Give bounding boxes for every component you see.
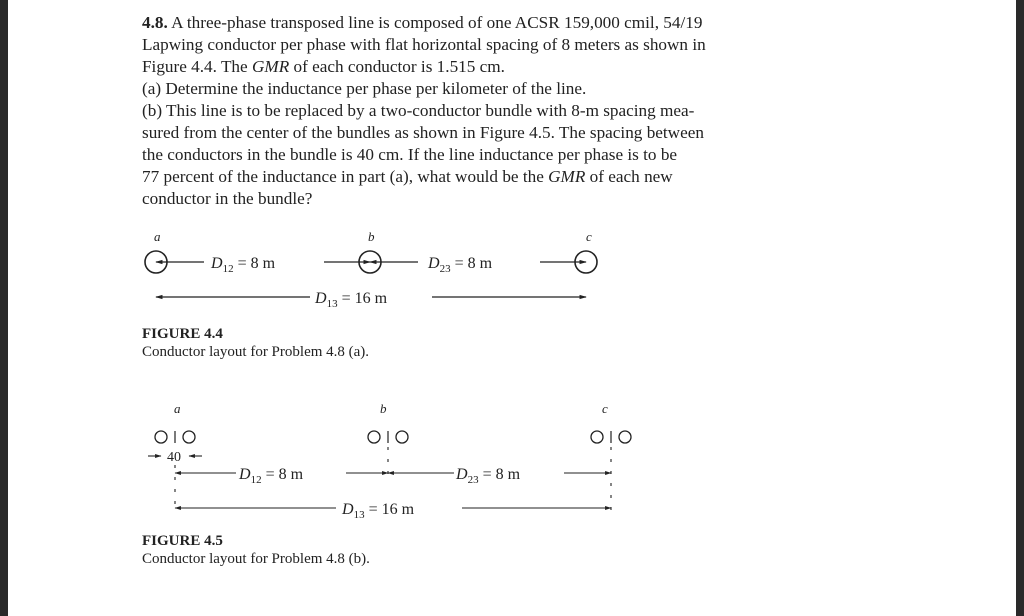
- b-d23-label: $D_{23} = 8$ m: [456, 466, 521, 486]
- problem-part-a: (a) Determine the inductance per phase per kilometer of the line.: [142, 79, 587, 98]
- figure-4-4-diagram: [145, 229, 597, 310]
- problem-number: 4.8.: [142, 13, 168, 32]
- bundle-c-conductor-1: [591, 431, 603, 443]
- figure-4-4-description: Conductor layout for Problem 4.8 (a).: [142, 344, 370, 360]
- bundle-label-c: c: [602, 401, 608, 416]
- textbook-page: [8, 0, 1016, 616]
- b-d12-label: $D_{12} = 8$ m: [239, 466, 304, 486]
- b-d13-label: $D_{13} = 16$ m: [342, 501, 415, 521]
- d12-label: $D_{12} = 8$ m: [211, 255, 276, 275]
- bundle-spacing-label: 40: [167, 450, 181, 465]
- figure-4-5-caption: [142, 532, 370, 568]
- bundle-label-a: a: [174, 401, 181, 416]
- phase-label-c: c: [586, 229, 592, 244]
- figure-4-4-title: FIGURE 4.4: [142, 326, 223, 342]
- figure-diagrams: [8, 0, 1016, 616]
- phase-label-a: a: [154, 229, 161, 244]
- bundle-label-b: b: [380, 401, 387, 416]
- bundle-a-conductor-1: [155, 431, 167, 443]
- figure-4-5-description: Conductor layout for Problem 4.8 (b).: [142, 551, 370, 567]
- d23-label: $D_{23} = 8$ m: [428, 255, 493, 275]
- bundle-a-conductor-2: [183, 431, 195, 443]
- bundle-c-conductor-2: [619, 431, 631, 443]
- bundle-b-conductor-2: [396, 431, 408, 443]
- problem-part-b: (b) This line is to be replaced by a two-conductor bundle with 8-m spacing mea- sured from the center of the bundles as shown in Figure 4.5. The spacing between the conductors in the bundle is 40 cm. If the line inductance per phase is to be 77 percent of the inductance in part (a), what would be the GMR of each new conductor in the bundle?: [142, 101, 704, 208]
- figure-4-4-caption: [142, 325, 369, 361]
- figure-4-5-title: FIGURE 4.5: [142, 533, 223, 549]
- problem-intro: 4.8. A three-phase transposed line is composed of one ACSR 159,000 cmil, 54/19 Lapwing conductor per phase with flat horizontal spacing of 8 meters as shown in Figure 4.4. The GMR of each conductor is 1.515 cm.: [142, 13, 706, 76]
- figure-4-5-diagram: [148, 401, 631, 521]
- d13-label: $D_{13} = 16$ m: [315, 290, 388, 310]
- bundle-b-conductor-1: [368, 431, 380, 443]
- phase-label-b: b: [368, 229, 375, 244]
